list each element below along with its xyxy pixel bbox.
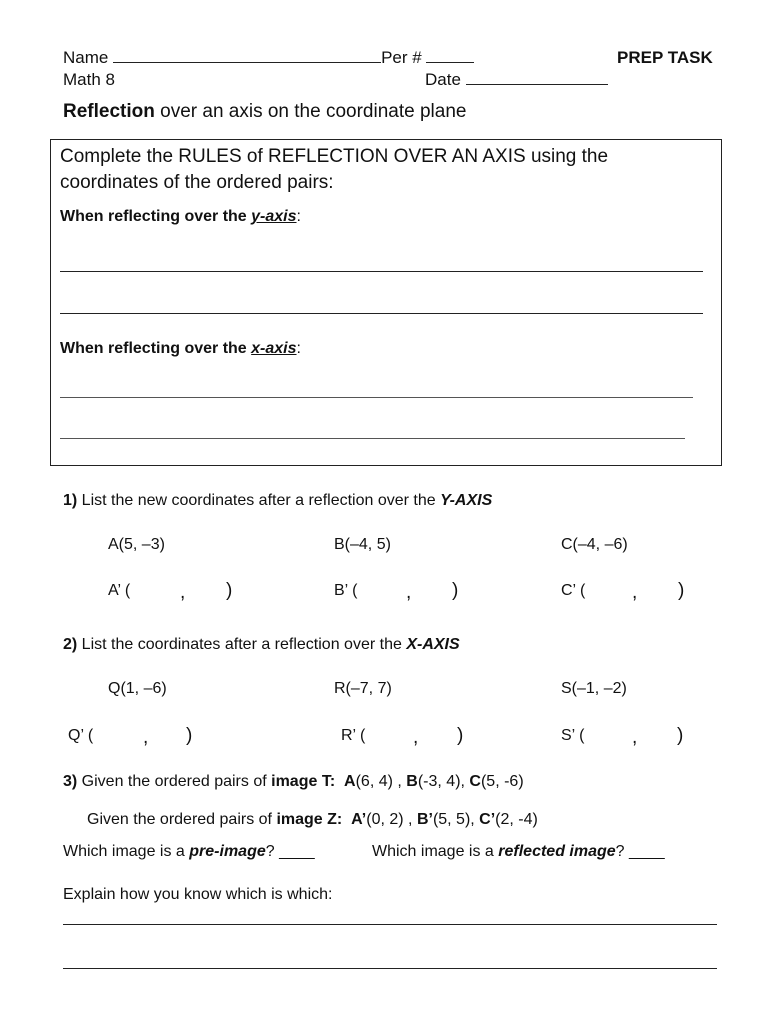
q3-z-b-coords: (5, 5), <box>432 811 480 828</box>
q3-z-b-label: B’ <box>416 811 433 828</box>
q2-point-r: R(–7, 7) <box>334 680 392 697</box>
q1-answer-c[interactable] <box>561 582 585 600</box>
q1-number: 1) <box>63 492 78 509</box>
title-rest: over an axis on the coordinate plane <box>154 101 467 122</box>
question-3-line-2 <box>87 811 538 829</box>
q3-line2-text: Given the ordered pairs of <box>87 811 277 828</box>
q1-answer-a-close: ) <box>226 580 233 601</box>
pre-image-question[interactable] <box>63 843 315 861</box>
x-rule-prefix: When reflecting over the <box>60 340 252 357</box>
q2-answer-q-close: ) <box>186 725 193 746</box>
title-bold: Reflection <box>63 101 155 122</box>
pre-image-term: pre-image <box>189 843 266 860</box>
q3-number: 3) <box>63 773 78 790</box>
rules-intro-line1: Complete the RULES of REFLECTION OVER AN AXIS using the <box>60 146 609 167</box>
pre-image-prefix: Which image is a <box>63 843 190 860</box>
q2-answer-s-comma: , <box>632 727 638 748</box>
y-axis-rule-label <box>60 208 301 226</box>
q3-line2-image: image Z: <box>276 811 343 828</box>
reflected-image-term: reflected image <box>498 843 616 860</box>
q3-z-a-label: A’ <box>351 811 367 828</box>
question-3-line-1 <box>63 773 524 791</box>
question-2 <box>63 636 460 654</box>
explain-answer-line-2[interactable] <box>63 968 717 969</box>
per-label: Per # <box>381 48 422 67</box>
x-rule-colon: : <box>296 340 301 357</box>
q3-t-b-coords: (-3, 4), <box>417 773 470 790</box>
q3-t-c-coords: (5, -6) <box>480 773 524 790</box>
q3-t-a-coords: (6, 4) , <box>355 773 407 790</box>
y-rule-prefix: When reflecting over the <box>60 208 252 225</box>
name-blank[interactable] <box>113 48 381 63</box>
course-label: Math 8 <box>63 70 115 89</box>
explain-answer-line-1[interactable] <box>63 924 717 925</box>
q3-z-a-coords: (0, 2) , <box>366 811 417 828</box>
q2-text: List the coordinates after a reflection over the <box>77 636 407 653</box>
q3-t-b-label: B <box>406 773 418 790</box>
x-rule-answer-line-1[interactable] <box>60 397 693 398</box>
page-title <box>63 101 466 123</box>
q3-t-a-label: A <box>344 773 356 790</box>
q2-answer-r-open: R’ ( <box>341 727 366 744</box>
q2-answer-q-open: Q’ ( <box>68 727 94 744</box>
q1-answer-c-close: ) <box>678 580 685 601</box>
q1-answer-b-comma: , <box>406 582 412 603</box>
date-field[interactable] <box>425 70 608 90</box>
explain-prompt: Explain how you know which is which: <box>63 886 333 903</box>
date-label: Date <box>425 70 461 89</box>
q1-answer-a-comma: , <box>180 582 186 603</box>
q1-answer-a[interactable] <box>108 582 130 600</box>
q2-number: 2) <box>63 636 78 653</box>
q3-z-c-label: C’ <box>479 811 496 828</box>
q2-answer-s[interactable] <box>561 727 584 745</box>
q2-answer-s-close: ) <box>677 725 684 746</box>
q2-answer-q[interactable] <box>68 727 93 745</box>
q2-answer-q-comma: , <box>143 727 149 748</box>
q2-point-s: S(–1, –2) <box>561 680 627 697</box>
q3-z-c-coords: (2, -4) <box>495 811 538 828</box>
q2-answer-r[interactable] <box>341 727 365 745</box>
q3-line1-image: image T: <box>271 773 336 790</box>
q1-answer-b[interactable] <box>334 582 357 600</box>
q3-line1-text: Given the ordered pairs of <box>77 773 272 790</box>
x-axis-term: x-axis <box>251 340 297 357</box>
q2-answer-r-close: ) <box>457 725 464 746</box>
y-axis-term: y-axis <box>251 208 297 225</box>
q2-axis: X-AXIS <box>406 636 460 653</box>
q1-answer-b-close: ) <box>452 580 459 601</box>
y-rule-answer-line-2[interactable] <box>60 313 703 314</box>
date-blank[interactable] <box>466 70 608 85</box>
reflected-image-question[interactable] <box>372 843 665 861</box>
q2-answer-r-comma: , <box>413 727 419 748</box>
pre-image-suffix: ? ____ <box>265 843 315 860</box>
rules-intro-line2: coordinates of the ordered pairs: <box>60 172 334 193</box>
q1-axis: Y-AXIS <box>440 492 493 509</box>
q1-answer-c-comma: , <box>632 582 638 603</box>
q1-answer-a-open: A’ ( <box>108 582 131 599</box>
prep-task-label: PREP TASK <box>617 48 713 67</box>
reflected-image-prefix: Which image is a <box>372 843 499 860</box>
name-label: Name <box>63 48 109 67</box>
q2-point-q: Q(1, –6) <box>108 680 167 697</box>
q2-answer-s-open: S’ ( <box>561 727 585 744</box>
q1-point-c: C(–4, –6) <box>561 536 628 553</box>
question-1 <box>63 492 492 510</box>
q3-t-c-label: C <box>469 773 481 790</box>
q1-answer-c-open: C’ ( <box>561 582 586 599</box>
name-field[interactable] <box>63 48 474 68</box>
x-axis-rule-label <box>60 340 301 358</box>
q1-text: List the new coordinates after a reflection over the <box>77 492 441 509</box>
x-rule-answer-line-2[interactable] <box>60 438 685 439</box>
q1-point-a: A(5, –3) <box>108 536 165 553</box>
per-blank[interactable] <box>426 48 474 63</box>
reflected-image-suffix: ? ____ <box>615 843 665 860</box>
q1-answer-b-open: B’ ( <box>334 582 358 599</box>
y-rule-colon: : <box>296 208 301 225</box>
q1-point-b: B(–4, 5) <box>334 536 391 553</box>
y-rule-answer-line-1[interactable] <box>60 271 703 272</box>
